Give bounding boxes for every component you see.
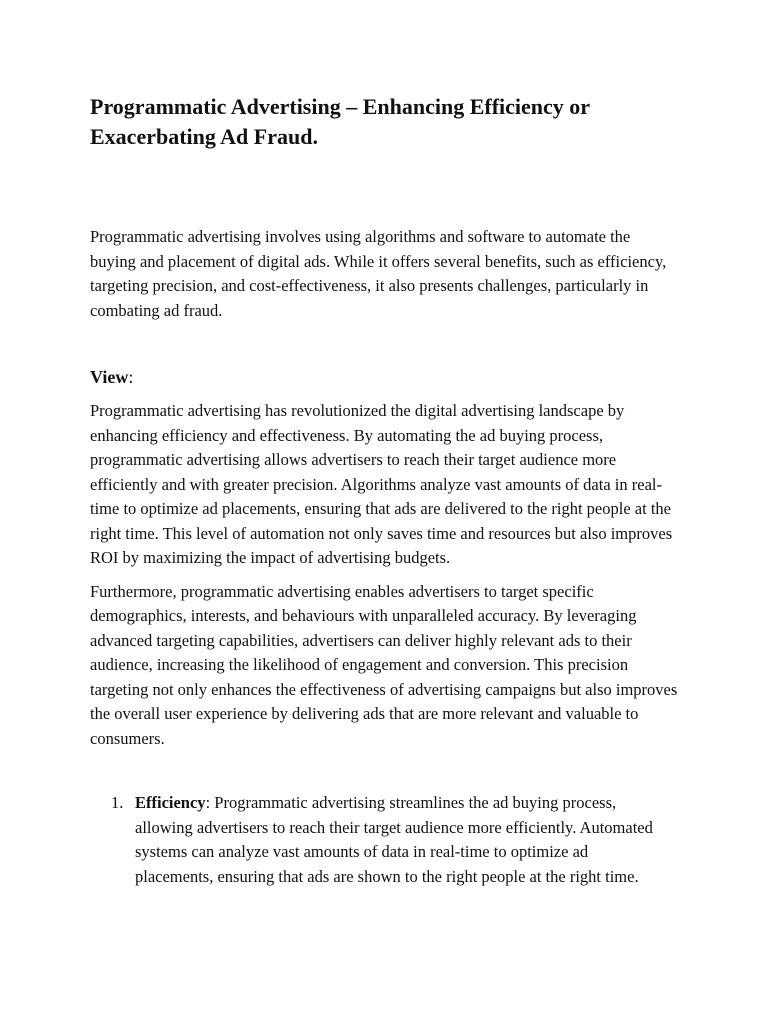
- list-item: [90, 791, 657, 889]
- numbered-list: [90, 791, 678, 889]
- view-paragraph-1: Programmatic advertising has revolutionized the digital advertising landscape by enhancing efficiency and effectiveness. By automating the ad buying process, programmatic advertising allows advertisers to reach their target audience more efficiently and with greater precision. Algorithms analyze vast amounts of data in real-time to optimize ad placements, ensuring that ads are delivered to the right people at the right time. This level of automation not only saves time and resources but also improves ROI by maximizing the impact of advertising budgets.: [90, 401, 673, 567]
- list-item-text: : Programmatic advertising streamlines the ad buying process, allowing advertisers to reach their target audience more efficiently. Automated systems can analyze vast amounts of data in real-time to optimize ad placements, ensuring that ads are shown to the right people at the right time.: [135, 793, 653, 886]
- page-title: Programmatic Advertising – Enhancing Efficiency or Exacerbating Ad Fraud.: [90, 94, 590, 149]
- view-heading: [90, 365, 678, 389]
- view-heading-label: View: [90, 367, 129, 387]
- view-paragraph-2: Furthermore, programmatic advertising enables advertisers to target specific demographics, interests, and behaviours with unparalleled accuracy. By leveraging advanced targeting capabilities, advertisers can deliver highly relevant ads to their audience, increasing the likelihood of engagement and conversion. This precision targeting not only enhances the effectiveness of advertising campaigns but also improves the overall user experience by delivering ads that are more relevant and valuable to consumers.: [90, 581, 678, 748]
- view-heading-colon: :: [128, 367, 134, 387]
- list-item-number: 1.: [111, 793, 124, 812]
- intro-paragraph: Programmatic advertising involves using algorithms and software to automate the buying and placement of digital ads. While it offers several benefits, such as efficiency, targeting precision, and cost-effectiveness, it also presents challenges, particularly in combating ad fraud.: [90, 227, 667, 320]
- list-item-term: Efficiency: [135, 793, 206, 812]
